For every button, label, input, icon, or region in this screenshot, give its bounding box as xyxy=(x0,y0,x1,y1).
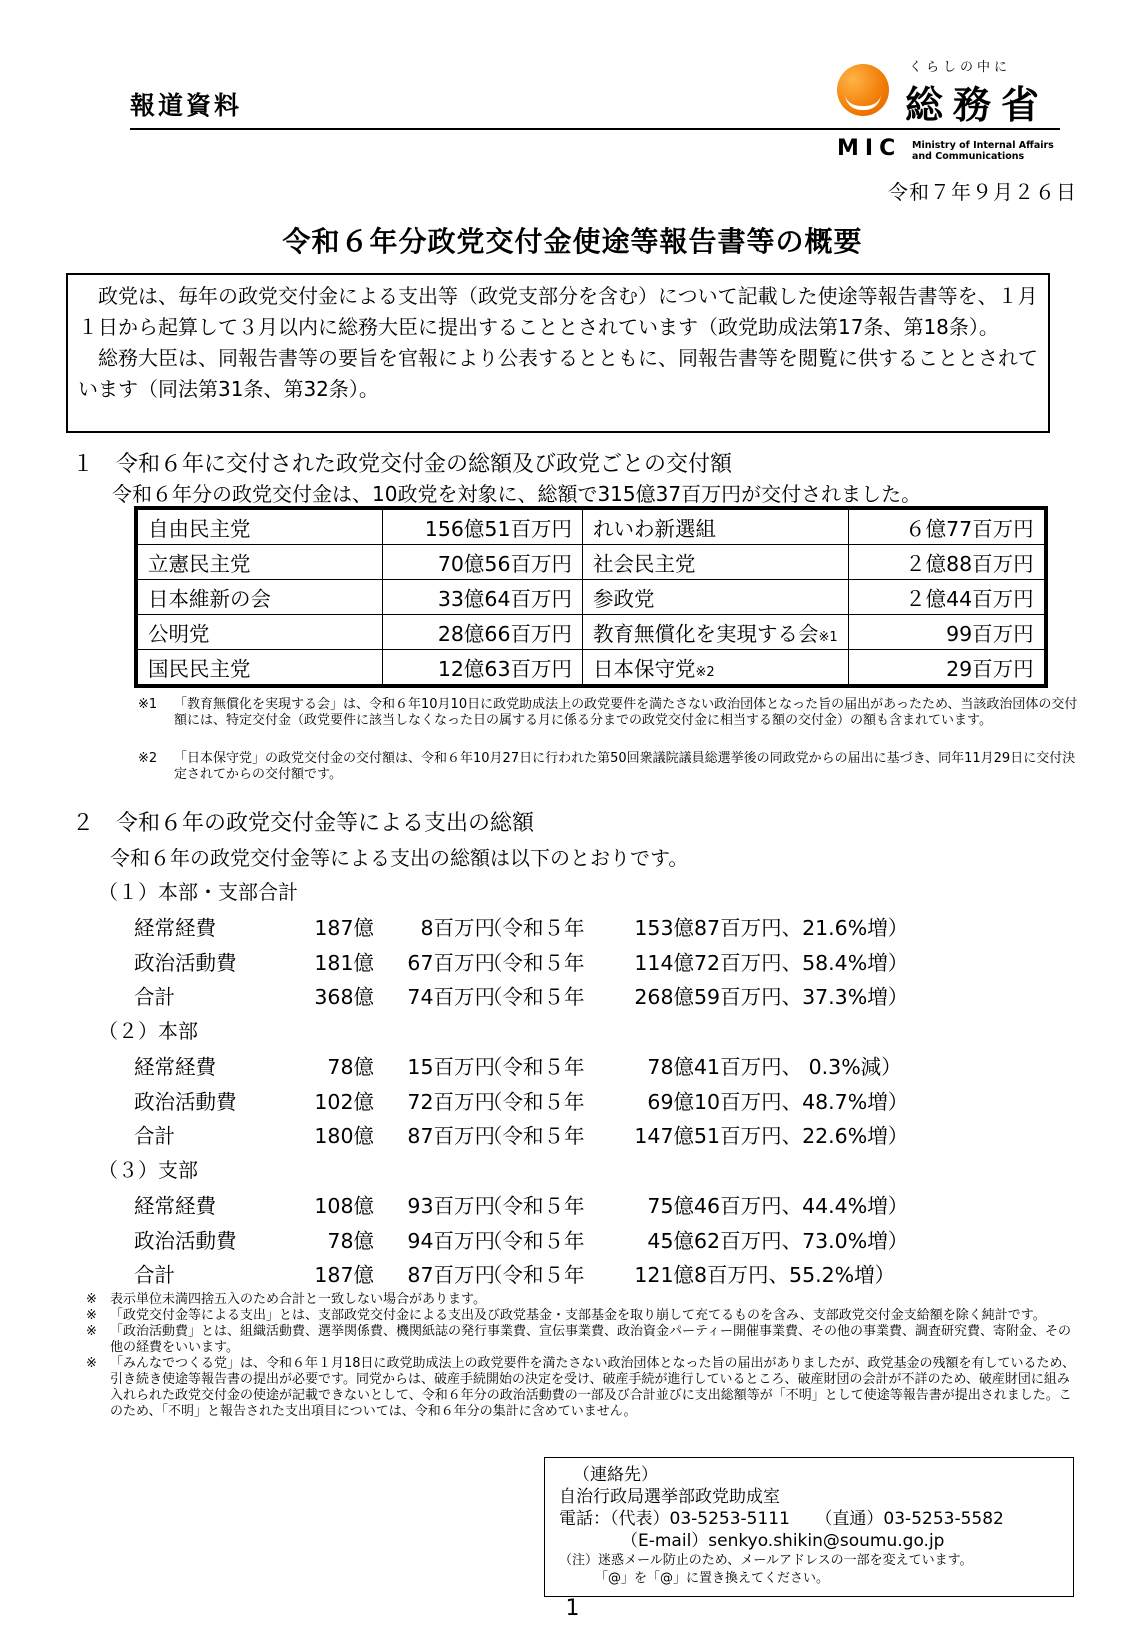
amount-man: 67百万円 xyxy=(407,950,495,975)
prev-amount-man-change: 59百万円、37.3%増） xyxy=(694,985,909,1009)
table-row xyxy=(138,650,1045,685)
grant-amount: 12億63百万円 xyxy=(383,650,583,685)
footnote-mark: ※1 xyxy=(818,630,838,645)
prev-amount-oku: 114億 xyxy=(634,950,694,975)
party-name: 日本維新の会 xyxy=(138,580,383,615)
grant-amount: ２億88百万円 xyxy=(848,545,1044,580)
expenditure-row xyxy=(134,1189,934,1219)
amount-oku: 187億 xyxy=(314,916,374,940)
prev-amount-man-change: 8百万円、55.2%増） xyxy=(694,1263,896,1287)
expense-label: 政治活動費 xyxy=(134,950,237,975)
footnote-1: ※1 「教育無償化を実現する会」は、令和６年10月10日に政党助成法上の政党要件を満たさない政治団体となった旨の届出があったため、当該政治団体の交付額には、特定交付金（政党要件に該当しなくなった日の属する月に係る分までの政党交付金に相当する額の交付金）の額も含まれています。 xyxy=(138,697,1078,728)
expense-label: 合計 xyxy=(134,1124,175,1148)
expense-label: 政治活動費 xyxy=(134,1089,237,1114)
table-row xyxy=(138,580,1045,615)
note-item: ※ 「みんなでつくる党」は、令和６年１月18日に政党助成法上の政党要件を満たさない政治団体となった旨の届出がありましたが、政党基金の残額を有しているため、引き続き使途等報告書の提出が必要です。同党からは、破産手続開始の決定を受け、破産手続が進行しているところ、破産財団の会計が不詳のため、破産財団に組み入れられた政党交付金の使途が記載できないとして、令和６年分の政治活動費の一部及び合計並びに支出総額等が「不明」として使途等報告書が提出されました。このため、「不明」と報告された支出項目については、令和６年分の集計に含めていません。 xyxy=(86,1356,1076,1419)
section1-heading: １ 令和６年に交付された政党交付金の総額及び政党ごとの交付額 xyxy=(72,452,733,477)
press-release-label: 報道資料 xyxy=(130,91,243,120)
amount-man: 74百万円 xyxy=(407,985,495,1009)
group-title: （２）本部 xyxy=(98,1019,198,1043)
amount-oku: 102億 xyxy=(314,1089,374,1114)
amount-man: 87百万円 xyxy=(407,1263,495,1287)
expenditure-row xyxy=(134,1258,934,1288)
contact-box xyxy=(544,1457,1074,1597)
grant-amount: ６億77百万円 xyxy=(848,510,1044,545)
party-name: 国民民主党 xyxy=(138,650,383,685)
prev-amount-man-change: 51百万円、22.6%増） xyxy=(694,1124,909,1148)
amount-man: 93百万円 xyxy=(407,1194,495,1218)
party-name: 教育無償化を実現する会※1 xyxy=(583,615,849,650)
logo-tagline: くらしの中に xyxy=(909,60,1012,75)
prev-year-label: （令和５年 xyxy=(482,1194,585,1218)
prev-amount-oku: 268億 xyxy=(634,985,694,1009)
party-name: 社会民主党 xyxy=(583,545,849,580)
expense-label: 合計 xyxy=(134,985,175,1009)
prev-year-label: （令和５年 xyxy=(482,916,585,940)
prev-amount-oku: 78億 xyxy=(647,1055,694,1079)
expenditure-row xyxy=(134,946,934,976)
amount-man: 8百万円 xyxy=(420,916,495,940)
grant-amount: ２億44百万円 xyxy=(848,580,1044,615)
expense-label: 経常経費 xyxy=(134,1194,216,1218)
expense-label: 政治活動費 xyxy=(134,1228,237,1253)
contact-title: （連絡先） xyxy=(573,1465,658,1485)
page-number: 1 xyxy=(565,1596,580,1621)
section2-lead: 令和６年の政党交付金等による支出の総額は以下のとおりです。 xyxy=(110,846,689,870)
note-item: ※ 「政治活動費」とは、組織活動費、選挙関係費、機関紙誌の発行事業費、宣伝事業費、政治資金パーティー開催事業費、その他の事業費、調査研究費、寄附金、その他の経費をいいます。 xyxy=(86,1324,1071,1355)
prev-year-label: （令和５年 xyxy=(482,1228,585,1253)
section2-heading: ２ 令和６年の政党交付金等による支出の総額 xyxy=(72,811,535,836)
party-name: 立憲民主党 xyxy=(138,545,383,580)
prev-year-label: （令和５年 xyxy=(482,1089,585,1114)
contact-office: 自治行政局選挙部政党助成室 xyxy=(559,1487,780,1507)
logo-mic: MIC xyxy=(837,136,902,161)
document-date: 令和７年９月２６日 xyxy=(888,180,1077,204)
prev-year-label: （令和５年 xyxy=(482,1055,585,1079)
prev-amount-oku: 69億 xyxy=(647,1089,694,1114)
grant-amount: 33億64百万円 xyxy=(383,580,583,615)
footnote-2: ※2 「日本保守党」の政党交付金の交付額は、令和６年10月27日に行われた第50回衆議院議員総選挙後の同政党からの届出に基づき、同年11月29日に交付決定されてからの交付額です。 xyxy=(138,751,1076,782)
intro-box xyxy=(66,273,1050,433)
amount-man: 15百万円 xyxy=(407,1055,495,1079)
prev-amount-oku: 45億 xyxy=(647,1228,694,1253)
prev-amount-man-change: 10百万円、48.7%増） xyxy=(694,1089,909,1114)
expense-label: 経常経費 xyxy=(134,916,216,940)
amount-oku: 108億 xyxy=(314,1194,374,1218)
prev-amount-oku: 147億 xyxy=(634,1124,694,1148)
prev-amount-man-change: 87百万円、21.6%増） xyxy=(694,916,909,940)
party-name: 自由民主党 xyxy=(138,510,383,545)
amount-oku: 180億 xyxy=(314,1124,374,1148)
prev-amount-man-change: 62百万円、73.0%増） xyxy=(694,1228,909,1253)
notes-block xyxy=(86,1292,1076,1420)
contact-email[interactable]: （E-mail）senkyo.shikin@soumu.go.jp xyxy=(621,1531,945,1551)
expenditure-row xyxy=(134,1119,934,1149)
group-title: （１）本部・支部合計 xyxy=(98,880,298,904)
contact-note-2: 「@」を「@」に置き換えてください。 xyxy=(595,1571,830,1586)
grant-amount: 28億66百万円 xyxy=(383,615,583,650)
expenditure-row xyxy=(134,1224,934,1254)
table-row xyxy=(138,510,1045,545)
expenditure-row xyxy=(134,911,934,941)
prev-year-label: （令和５年 xyxy=(482,1263,585,1287)
prev-amount-man-change: 72百万円、58.4%増） xyxy=(694,950,909,975)
footnote-mark: ※2 xyxy=(695,665,715,680)
amount-oku: 187億 xyxy=(314,1263,374,1287)
amount-oku: 181億 xyxy=(314,950,374,975)
note-item: ※ 「政党交付金等による支出」とは、支部政党交付金による支出及び政党基金・支部基金を取り崩して充てるものを含み、支部政党交付金支給額を除く純計です。 xyxy=(86,1308,1046,1323)
expenditure-row xyxy=(134,1085,934,1115)
grant-amount: 29百万円 xyxy=(848,650,1044,685)
prev-amount-oku: 121億 xyxy=(634,1263,694,1287)
table-row xyxy=(138,545,1045,580)
party-name: 参政党 xyxy=(583,580,849,615)
intro-paragraph-2: 総務大臣は、同報告書等の要旨を官報により公表するとともに、同報告書等を閲覧に供することとされています（同法第31条、第32条）。 xyxy=(78,346,1038,401)
expenditure-row xyxy=(134,1050,934,1080)
grants-table xyxy=(134,506,1048,688)
logo-name: 総務省 xyxy=(905,83,1050,127)
logo-english-name: Ministry of Internal Affairs and Communications xyxy=(912,140,1054,162)
prev-year-label: （令和５年 xyxy=(482,1124,585,1148)
intro-paragraph-1: 政党は、毎年の政党交付金による支出等（政党支部分を含む）について記載した使途等報告書等を、１月１日から起算して３月以内に総務大臣に提出することとされています（政党助成法第17条、第18条）。 xyxy=(78,284,1038,339)
prev-year-label: （令和５年 xyxy=(482,950,585,975)
ministry-logo xyxy=(837,56,1067,161)
amount-oku: 78億 xyxy=(327,1228,374,1253)
expense-label: 経常経費 xyxy=(134,1055,216,1079)
table-row xyxy=(138,615,1045,650)
document-title: 令和６年分政党交付金使途等報告書等の概要 xyxy=(282,225,863,258)
prev-amount-man-change: 41百万円、 0.3%減） xyxy=(694,1055,902,1079)
amount-oku: 78億 xyxy=(327,1055,374,1079)
expense-label: 合計 xyxy=(134,1263,175,1287)
prev-amount-man-change: 46百万円、44.4%増） xyxy=(694,1194,909,1218)
group-title: （３）支部 xyxy=(98,1158,198,1182)
amount-oku: 368億 xyxy=(314,985,374,1009)
note-item: ※ 表示単位未満四捨五入のため合計と一致しない場合があります。 xyxy=(86,1292,486,1307)
prev-amount-oku: 153億 xyxy=(634,916,694,940)
party-name: 公明党 xyxy=(138,615,383,650)
grant-amount: 70億56百万円 xyxy=(383,545,583,580)
prev-amount-oku: 75億 xyxy=(647,1194,694,1218)
prev-year-label: （令和５年 xyxy=(482,985,585,1009)
contact-phone: 電話：（代表）03-5253-5111 （直通）03-5253-5582 xyxy=(559,1509,1004,1529)
grant-amount: 156億51百万円 xyxy=(383,510,583,545)
contact-note-1: （注）迷惑メール防止のため、メールアドレスの一部を変えています。 xyxy=(559,1553,973,1568)
expenditure-row xyxy=(134,980,934,1010)
party-name: 日本保守党※2 xyxy=(583,650,849,685)
amount-man: 72百万円 xyxy=(407,1089,495,1114)
section1-lead: 令和６年分の政党交付金は、10政党を対象に、総額で315億37百万円が交付されました。 xyxy=(112,482,922,506)
sun-logo-icon xyxy=(837,64,889,116)
amount-man: 94百万円 xyxy=(407,1228,495,1253)
party-name: れいわ新選組 xyxy=(583,510,849,545)
amount-man: 87百万円 xyxy=(407,1124,495,1148)
grant-amount: 99百万円 xyxy=(848,615,1044,650)
